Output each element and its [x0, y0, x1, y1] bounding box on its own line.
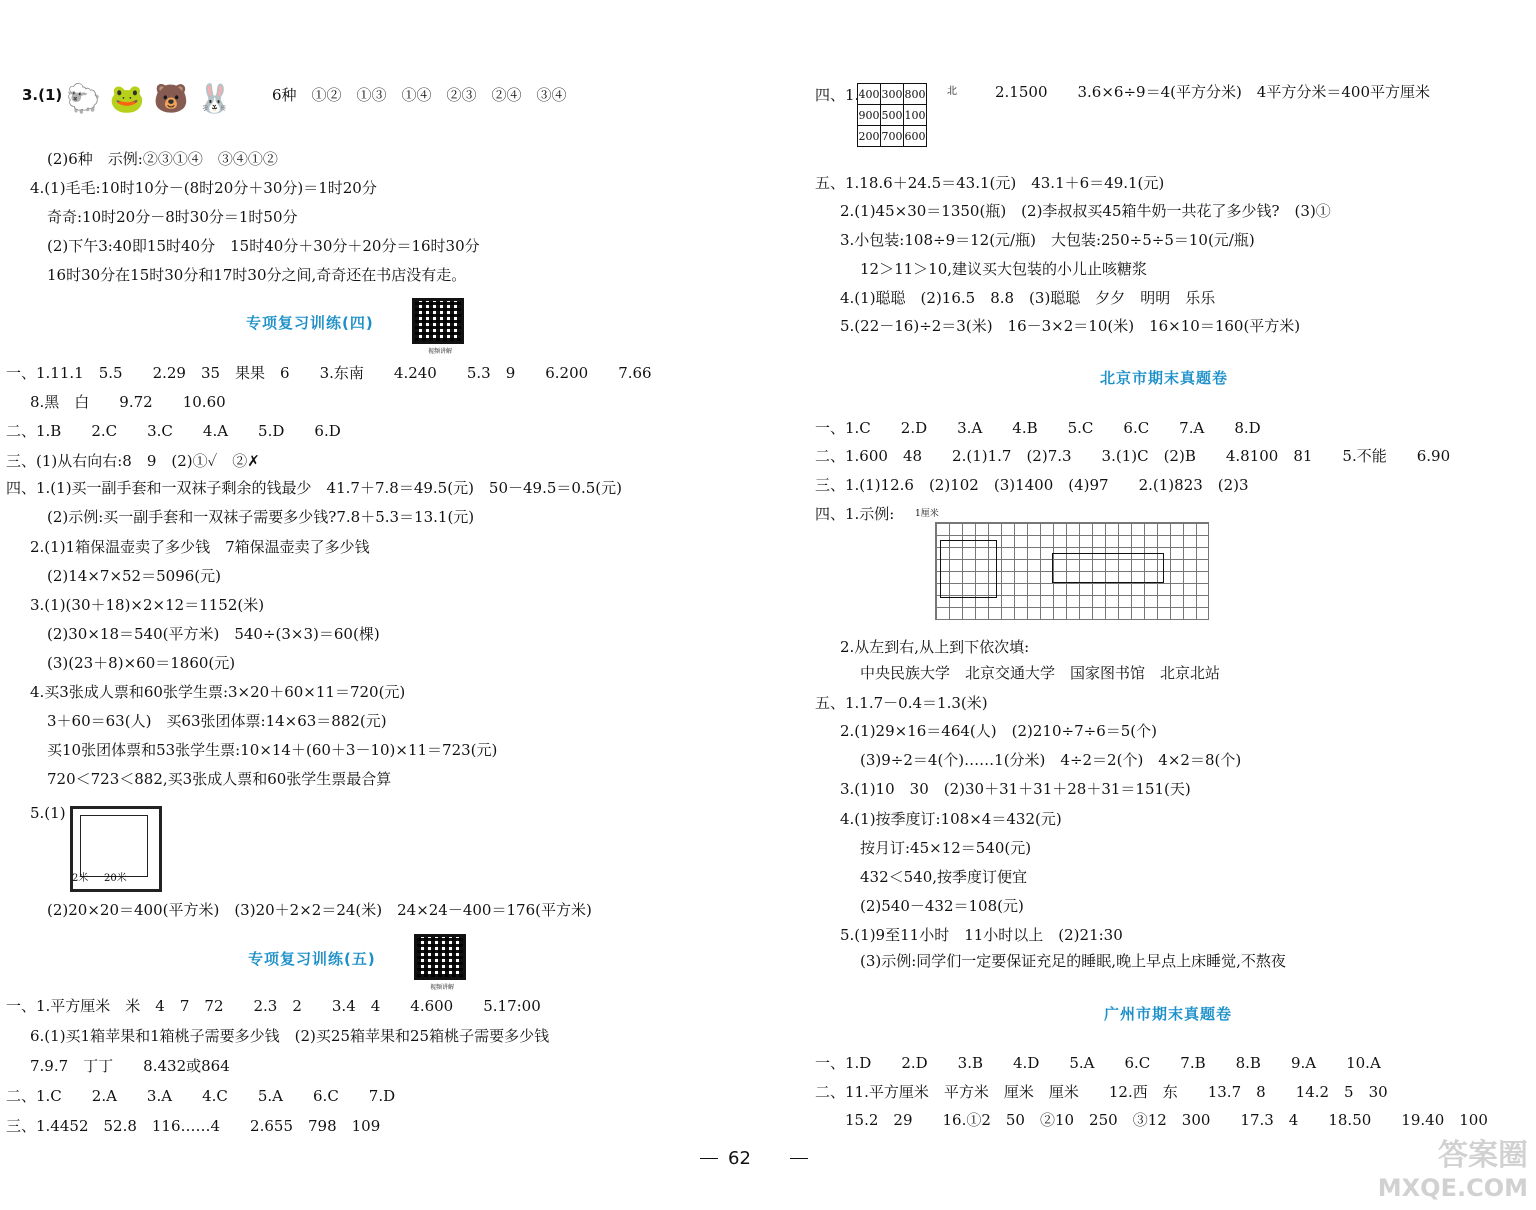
text-line: 3.(1)10 30 (2)30＋31＋31＋28＋31＝151(天) — [840, 780, 1191, 798]
text-line: 买10张团体票和53张学生票:10×14＋(60＋3－10)×11＝723(元) — [47, 741, 498, 759]
qr-caption: 视频讲解 — [428, 348, 453, 355]
text-line: (2)30×18＝540(平方米) 540÷(3×3)＝60(棵) — [47, 625, 380, 643]
text-line: 7.9.7 丁丁 8.432或864 — [30, 1057, 230, 1075]
text-line: 中央民族大学 北京交通大学 国家图书馆 北京北站 — [860, 664, 1221, 682]
text-line: 五、1.1.7－0.4＝1.3(米) — [815, 694, 988, 712]
text-line: 5.(1)9至11小时 11小时以上 (2)21:30 — [840, 926, 1123, 944]
section-title-4: 专项复习训练(四) — [246, 314, 374, 332]
qr-caption: 视频讲解 — [430, 984, 455, 991]
text-line: 4.(1)按季度订:108×4＝432(元) — [840, 810, 1062, 828]
text-line: 一、1.11.1 5.5 2.29 35 果果 6 3.东南 4.240 5.3 9 6.200 7.66 — [6, 364, 652, 382]
text-line: (2)示例:买一副手套和一双袜子需要多少钱?7.8＋5.3＝13.1(元) — [47, 508, 475, 526]
page-number: 62 — [728, 1148, 751, 1169]
section-title-5: 专项复习训练(五) — [248, 950, 376, 968]
text-line: 二、11.平方厘米 平方米 厘米 厘米 12.西 东 13.7 8 14.2 5 30 — [815, 1083, 1388, 1101]
section-title-guangzhou: 广州市期末真题卷 — [1104, 1005, 1233, 1023]
number-table — [857, 83, 927, 147]
animal-figures: 🐑 🐸 🐻 🐰 — [66, 82, 233, 115]
text-line: 2.从左到右,从上到下依次填: — [840, 638, 1030, 656]
table-cell: 400 — [858, 84, 881, 105]
text-line: 四、1. — [815, 86, 860, 104]
text-line: 6种 ①② ①③ ①④ ②③ ②④ ③④ — [272, 86, 567, 104]
text-line: 奇奇:10时20分－8时30分＝1时50分 — [47, 208, 298, 226]
text-line: 三、(1)从右向右:8 9 (2)①✓ ②✗ — [6, 452, 260, 470]
text-line: (2)20×20＝400(平方米) (3)20＋2×2＝24(米) 24×24－400＝176(平方米) — [47, 901, 592, 919]
section-title-beijing: 北京市期末真题卷 — [1100, 369, 1229, 387]
grid-label: 1厘米 — [915, 509, 939, 519]
text-line: 3.小包装:108÷9＝12(元/瓶) 大包装:250÷5÷5＝10(元/瓶) — [840, 231, 1255, 249]
watermark-logo — [1378, 1140, 1528, 1204]
figure-label: 2米 — [72, 873, 89, 884]
text-line: 四、1.(1)买一副手套和一双袜子剩余的钱最少 41.7＋7.8＝49.5(元) 50－49.5＝0.5(元) — [6, 479, 622, 497]
table-cell: 800 — [904, 84, 927, 105]
text-line: 三、1.4452 52.8 116……4 2.655 798 109 — [6, 1117, 381, 1135]
text-line: 16时30分在15时30分和17时30分之间,奇奇还在书店没有走。 — [47, 266, 467, 284]
table-cell: 200 — [858, 126, 881, 147]
qr-code-icon[interactable] — [414, 934, 466, 980]
text-line: 5.(22－16)÷2＝3(米) 16－3×2＝10(米) 16×10＝160(平方米) — [840, 317, 1301, 335]
text-line: 432＜540,按季度订便宜 — [860, 868, 1028, 886]
text-line: 2.(1)1箱保温壶卖了多少钱 7箱保温壶卖了多少钱 — [30, 538, 370, 556]
square-shape — [940, 540, 997, 598]
page-number-dash — [790, 1158, 808, 1159]
text-line: 15.2 29 16.①2 50 ②10 250 ③12 300 17.3 4 18.50 19.40 100 — [845, 1111, 1488, 1129]
text-line: (2)6种 示例:②③①④ ③④①② — [47, 150, 278, 168]
text-line: (3)示例:同学们一定要保证充足的睡眠,晚上早点上床睡觉,不熬夜 — [860, 952, 1286, 970]
table-cell: 900 — [858, 105, 881, 126]
rectangle-shape — [1052, 553, 1164, 583]
figure-label: 20米 — [104, 873, 127, 884]
text-line: 2.(1)29×16＝464(人) (2)210÷7÷6＝5(个) — [840, 722, 1157, 740]
text-line: 8.黑 白 9.72 10.60 — [30, 393, 226, 411]
text-line: 四、1.示例: — [815, 505, 895, 523]
text-line: 12＞11＞10,建议买大包装的小儿止咳糖浆 — [860, 260, 1148, 278]
table-cell: 500 — [881, 105, 904, 126]
text-line: 五、1.18.6＋24.5＝43.1(元) 43.1＋6＝49.1(元) — [815, 174, 1165, 192]
text-line: 720＜723＜882,买3张成人票和60张学生票最合算 — [47, 770, 392, 788]
text-line: 6.(1)买1箱苹果和1箱桃子需要多少钱 (2)买25箱苹果和25箱桃子需要多少钱 — [30, 1027, 550, 1045]
text-line: (3)(23＋8)×60＝1860(元) — [47, 654, 236, 672]
square-figure-inner — [80, 815, 148, 877]
page-number-dash — [700, 1158, 718, 1159]
text-line: 一、1.C 2.D 3.A 4.B 5.C 6.C 7.A 8.D — [815, 419, 1261, 437]
text-line: (3)9÷2＝4(个)……1(分米) 4÷2＝2(个) 4×2＝8(个) — [860, 751, 1242, 769]
text-line: (2)下午3:40即15时40分 15时40分＋30分＋20分＝16时30分 — [47, 237, 480, 255]
watermark-text: 答案圈 — [1438, 1138, 1528, 1173]
text-line: 3＋60＝63(人) 买63张团体票:14×63＝882(元) — [47, 712, 387, 730]
text-line: 4.买3张成人票和60张学生票:3×20＋60×11＝720(元) — [30, 683, 406, 701]
text-line: 3.(1)(30＋18)×2×12＝1152(米) — [30, 596, 265, 614]
text-line: 二、1.C 2.A 3.A 4.C 5.A 6.C 7.D — [6, 1087, 396, 1105]
table-cell: 100 — [904, 105, 927, 126]
table-cell: 600 — [904, 126, 927, 147]
text-line: 一、1.平方厘米 米 4 7 72 2.3 2 3.4 4 4.600 5.17:00 — [6, 997, 541, 1015]
text-line: 二、1.B 2.C 3.C 4.A 5.D 6.D — [6, 422, 341, 440]
text-line: 5.(1) — [30, 804, 66, 822]
q3-label: 3.(1) — [22, 86, 63, 104]
text-line: 按月订:45×12＝540(元) — [860, 839, 1032, 857]
text-line: (2)14×7×52＝5096(元) — [47, 567, 221, 585]
north-label: 北 — [947, 86, 957, 97]
text-line: 2.(1)45×30＝1350(瓶) (2)李叔叔买45箱牛奶一共花了多少钱? (3)① — [840, 202, 1331, 220]
text-line: (2)540－432＝108(元) — [860, 897, 1024, 915]
watermark-text: MXQE.COM — [1377, 1174, 1528, 1202]
text-line: 2.1500 3.6×6÷9＝4(平方分米) 4平方分米＝400平方厘米 — [995, 83, 1430, 101]
table-cell: 700 — [881, 126, 904, 147]
text-line: 三、1.(1)12.6 (2)102 (3)1400 (4)97 2.(1)823 (2)3 — [815, 476, 1249, 494]
qr-code-icon[interactable] — [412, 298, 464, 344]
text-line: 4.(1)聪聪 (2)16.5 8.8 (3)聪聪 夕夕 明明 乐乐 — [840, 289, 1216, 307]
text-line: 4.(1)毛毛:10时10分－(8时20分＋30分)＝1时20分 — [30, 179, 377, 197]
text-line: 二、1.600 48 2.(1)1.7 (2)7.3 3.(1)C (2)B 4.8100 81 5.不能 6.90 — [815, 447, 1451, 465]
table-cell: 300 — [881, 84, 904, 105]
text-line: 一、1.D 2.D 3.B 4.D 5.A 6.C 7.B 8.B 9.A 10.A — [815, 1054, 1381, 1072]
